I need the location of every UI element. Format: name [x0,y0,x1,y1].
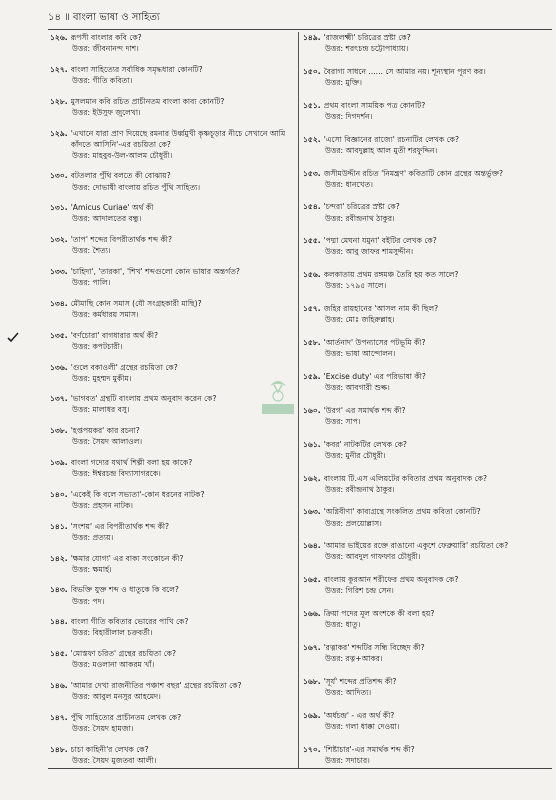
question-number: ১৬৭. [303,643,321,653]
question-line [50,330,294,341]
answer-text: উত্তর: ইউসুফ জুলেখা। [72,107,141,117]
question-number: ১৫৬. [303,270,321,280]
qa-item [50,521,294,543]
qa-item [303,168,551,190]
question-number: ১৬১. [303,439,321,449]
qa-item [50,266,294,288]
question-number: ১৬৪. [303,541,321,551]
answer-text: উত্তর: সদাচার। [325,755,370,765]
question-line [50,202,294,213]
question-text: 'Amicus Curiae' অর্থ কী [70,203,154,213]
question-number: ১৬২. [303,473,321,483]
qa-item [303,201,551,223]
qa-item [50,744,294,766]
question-line [303,100,551,111]
question-line [303,540,551,551]
question-line [303,608,551,619]
question-number: ১৪৬. [50,680,68,690]
qa-item [303,608,551,630]
question-number: ১২৯. [50,128,68,138]
question-text: 'রত্নাকর' শব্দটির সন্ধি বিচ্ছেদ কী? [323,643,425,653]
question-line [303,439,551,450]
question-number: ১৩৮. [50,426,68,436]
question-text: পুঁথি সাহিত্যের প্রাচীনতম লেখক কে? [70,712,182,722]
question-text: 'কবর' নাটকটির লেখক কে? [323,439,407,449]
question-text: চাচা কাহিনী'র লেখক কে? [70,744,149,754]
question-number: ১৫৩. [303,168,321,178]
answer-text: উত্তর: জীবনানন্দ দাশ। [72,44,139,54]
answer-text: উত্তর: মোঃ জহিরুল্লাহ। [325,315,395,325]
question-text: 'হপ্তপয়কর' কার রচনা? [70,426,140,436]
qa-item [50,128,294,161]
question-line [303,134,551,145]
answer-text: উত্তর: আবগারী শুল্ক। [325,383,390,392]
qa-item [303,506,551,528]
question-number: ১৪১. [50,521,68,531]
answer-text: উত্তর: মালাধর বসু। [72,405,130,415]
question-line [303,66,551,77]
question-text: 'রাজলক্ষ্মী' চরিত্রের স্রষ্টা কে? [323,33,411,42]
answer-text: উত্তর: আদিত্য। [325,688,372,698]
question-line [303,405,551,416]
question-text: বাংলা গদ্যের যথার্থ শিল্পী বলা হয় কাকে? [70,458,193,468]
question-line [303,201,551,212]
question-number: ১৩৭. [50,394,68,404]
question-number: ১৩২. [50,235,68,245]
question-text: মৌমাছি কোন সমাস (যৌ সংগ্রহকারী মাছি)? [70,298,202,308]
qa-item [303,676,551,698]
question-text: বটতলার পুঁথি বলতে কী বোঝায়? [70,171,171,181]
question-text: 'বর্ণচোরা' বাগধারার অর্থ কী? [70,330,159,340]
question-text: 'আমার ভাইয়ের রক্তে রাঙানো একুশে ফেব্রুয়ারি' রচয়িতা কে? [323,541,509,551]
question-text: 'এখানে যারা প্রাণ দিয়েছে রমনার উর্ধ্বমুখী কৃষ্ণচূড়ার নীচে সেখানে আমি কাঁদতে আসিনি'-এর রচয়িতা কে? [70,128,286,149]
question-text: জসীমউদ্দীন রচিত 'নিমন্ত্রণ' কবিতাটি কোন গ্রন্থের অন্তর্ভুক্ত? [323,168,504,178]
answer-text: উত্তর: শৈত্য। [72,246,111,256]
question-number: ১৪৩. [50,585,68,595]
question-text: বিভক্তি যুক্ত শব্দ ও ধাতুকে কি বলে? [70,585,179,595]
answer-text: উত্তর: গলা ধাক্কা দেওয়া। [325,721,400,731]
question-line [50,170,294,181]
question-text: 'ক্ষমার যোগ্য' এর বাক্য সংকোচন কী? [70,553,184,563]
answer-text: উত্তর: মুহম্মদ মুকীম। [72,373,132,383]
answer-text: উত্তর: শরৎচন্দ্র চট্টোপাধ্যায়। [325,44,409,54]
qa-item [303,540,551,562]
question-text: 'এসো বিজ্ঞানের রাজ্যে' রচনাটির লেখক কে? [323,134,459,144]
qa-item [50,553,294,575]
question-text: রূপসী বাংলার কবি কে? [70,33,142,42]
question-line [303,303,551,314]
question-text: জহির রায়হানের 'আসল নাম কী ছিল? [323,304,439,314]
answer-text: উত্তর: কর্মধারয় সমাস। [72,309,139,319]
question-number: ১৬০. [303,405,321,415]
qa-item [50,425,294,447]
qa-item [303,269,551,291]
question-line [50,298,294,309]
question-number: ১৪০. [50,489,68,499]
question-line [50,712,294,723]
answer-text: উত্তর: গীতি কবিতা। [72,75,133,85]
question-text: কলকাতায় প্রথম রঙ্গমঞ্চ তৈরি হয় কত সালে? [323,270,459,280]
question-line [50,32,294,43]
footer-rule [48,768,552,769]
question-number: ১২৭. [50,64,68,74]
answer-text: উত্তর: মুক্তি। [325,77,362,87]
question-text: 'অগ্নিবীণা' কাব্যগ্রন্থে সংকলিত প্রথম কবিতা কোনটি? [323,507,481,517]
question-number: ১৫৫. [303,236,321,246]
question-text: 'ভাগবত' গ্রন্থটি বাংলায় প্রথম অনুবাদ করেন কে? [70,394,217,404]
question-line [50,553,294,564]
answer-text: উত্তর: দোভাষী বাংলায় রচিত পুঁথি সাহিত্য। [72,182,201,192]
question-text: 'তাপ' শব্দের বিপরীতার্থক শব্দ কী? [70,235,173,245]
question-line [303,506,551,517]
question-text: প্রথম বাংলা সাময়িক পত্র কোনটি? [323,100,426,110]
qa-item [303,337,551,359]
page-header-title: ১৪ ॥ বাংলা ভাষা ও সাহিত্য [48,12,160,23]
question-line [50,96,294,107]
qa-item [303,235,551,257]
question-text: বাংলা সাহিত্যের সর্বাধিক সমৃদ্ধধারা কোনটি? [70,64,203,74]
qa-item [50,330,294,352]
question-number: ১৬৯. [303,710,321,720]
answer-text: উত্তর: প্রলয়োল্লাস। [325,518,382,528]
question-number: ১৩৪. [50,298,68,308]
qa-item [50,96,294,118]
question-text: 'অর্ধচন্দ্র' - এর অর্থ কী? [323,710,395,720]
qa-item [50,64,294,86]
question-line [50,64,294,75]
question-line [303,269,551,280]
question-number: ১৪২. [50,553,68,563]
question-number: ১৬৬. [303,609,321,619]
qa-item [50,202,294,224]
answer-text: উত্তর: আবু জাফর শামসুদ্দীন। [325,247,414,257]
qa-item [303,405,551,427]
question-line [50,584,294,595]
question-number: ১৩৩. [50,267,68,276]
question-text: 'চন্দরা' চরিত্রের স্রষ্টা কে? [323,202,400,212]
question-line [50,489,294,500]
page-header [48,8,518,28]
question-number: ১৩৫. [50,330,68,340]
qa-item [303,100,551,122]
qa-item [303,574,551,596]
question-line [50,744,294,755]
answer-text: উত্তর: সৈয়দ হামজা। [72,723,134,733]
answer-text: উত্তর: কপটচারী। [72,341,123,351]
question-text: 'শিষ্টাচার'-এর সমার্থক শব্দ কী? [323,744,415,754]
qa-item [303,439,551,461]
question-line [50,648,294,659]
question-line [303,235,551,246]
qa-item [50,648,294,670]
qa-item [303,66,551,88]
question-text: 'সংশয়' এর বিপরীতার্থক শব্দ কী? [70,521,170,531]
question-number: ১৫৮. [303,338,321,348]
answer-text: উত্তর: সৈয়দ আলাওল। [72,437,143,447]
question-line [50,680,294,691]
question-text: 'Excise duty' এর পরিভাষা কী? [323,371,426,381]
qa-item [303,744,551,766]
question-number: ১৩৯. [50,458,68,468]
question-line [303,371,551,382]
header-rule [48,29,552,30]
answer-text: উত্তর: আদালতের বন্ধু। [72,214,142,224]
answer-text: উত্তর: ভাষা আন্দোলন। [325,349,396,359]
qa-item [303,134,551,156]
question-line [303,710,551,721]
qa-item [50,489,294,511]
question-number: ১৫১. [303,100,321,110]
qa-item [303,32,551,54]
question-line [303,642,551,653]
answer-text: উত্তর: মওলানা আকরম খাঁ। [72,660,155,670]
qa-item [303,303,551,325]
question-number: ১২৮. [50,96,68,106]
question-number: ১৫৯. [303,371,321,381]
qa-item [303,371,551,393]
question-text: 'একেই কি বলে সভ্যতা'-কোন ধরনের নাটক? [70,489,205,499]
qa-item [303,642,551,664]
question-line [50,521,294,532]
qa-item [50,712,294,734]
qa-item [50,170,294,192]
question-line [50,616,294,627]
answer-text: উত্তর: গিরিশ চন্দ্র সেন। [325,586,394,596]
question-line [50,128,294,150]
answer-text: উত্তর: ধানখেত। [325,179,373,189]
answer-text: উত্তর: প্রহসন নাটক। [72,501,134,510]
left-column [50,32,294,766]
question-number: ১৭০. [303,744,321,754]
question-text: মুসলমান কবি রচিত প্রাচীনতম বাংলা কাব্য কোনটি? [70,96,225,106]
question-number: ১৩০. [50,171,68,181]
question-number: ১৫২. [303,134,321,144]
question-line [303,676,551,687]
question-line [50,425,294,436]
question-line [303,168,551,179]
question-text: বাংলায় কুরআন শরীফের প্রথম অনুবাদক কে? [323,575,459,585]
qa-item [303,473,551,495]
question-line [50,266,294,277]
answer-text: উত্তর: বিহারীলাল চক্রবর্তী। [72,628,153,638]
qa-item [50,32,294,54]
question-line [50,393,294,404]
answer-text: উত্তর: রবীন্দ্রনাথ ঠাকুর। [325,213,395,223]
question-text: 'গুলে বকাওলী' গ্রন্থের রচয়িতা কে? [70,362,178,372]
question-number: ১৬৮. [303,676,321,686]
answer-text: উত্তর: মুনীর চৌধুরী। [325,450,386,460]
question-line [303,32,551,43]
answer-text: উত্তর: পালি। [72,278,111,288]
right-column [303,32,551,766]
question-number: ১৪৭. [50,712,68,722]
answer-text: উত্তর: মাহবুব-উল-আলম চৌধুরী। [72,150,173,160]
answer-text: উত্তর: ১৭৯৫ সালে। [325,281,387,291]
question-line [303,574,551,585]
qa-item [50,298,294,320]
question-text: বাংলা গীতি কবিতার ভোরের পাখি কে? [70,617,189,627]
question-number: ১৬৫. [303,575,321,585]
question-text: 'মোস্তফা চরিত' গ্রন্থের রচয়িতা কে? [70,649,177,659]
question-text: 'আমার দেখা রাজনীতির পঞ্চাশ বছর' গ্রন্থের রচয়িতা কে? [70,680,242,690]
question-number: ১২৬. [50,33,68,42]
qa-item [50,584,294,606]
answer-text: উত্তর: সৈয়দ মুজতবা আলী। [72,755,157,765]
qa-item [50,616,294,638]
question-number: ১৪৯. [303,33,321,42]
question-number: ১৩১. [50,203,68,213]
question-line [303,744,551,755]
question-line [50,234,294,245]
answer-text: উত্তর: ধাতু। [325,620,361,630]
question-number: ১৪৫. [50,649,68,659]
qa-item [50,234,294,256]
qa-item [50,393,294,415]
question-text: 'আর্তনাদ' উপন্যাসের পটভূমি কী? [323,338,426,348]
answer-text: উত্তর: রত্ন+আকর। [325,654,383,664]
question-text: 'পদ্মা মেঘনা যমুনা' বইটির লেখক কে? [323,236,437,246]
answer-text: উত্তর: দিগদর্শন। [325,111,373,121]
qa-item [50,457,294,479]
question-number: ১৫০. [303,66,321,76]
qa-item [50,680,294,702]
question-number: ১৪৮. [50,744,68,754]
answer-text: উত্তর: ঈশ্বরচন্দ্র বিদ্যাসাগরকে। [72,469,161,479]
qa-item [50,362,294,384]
question-text: বৈরাগ্য সাধনে ...... সে আমার নয়। শূন্যস্থান পূরণ কর। [323,66,486,76]
question-text: ক্রিয়া পদের মূল অংশকে কী বলা হয়? [323,609,435,619]
question-text: 'উরগ' এর সমার্থক শব্দ কী? [323,405,406,415]
answer-text: উত্তর: রবীন্দ্রনাথ ঠাকুর। [325,484,395,494]
answer-text: উত্তর: আবুল মনসুর আহমেদ। [72,692,161,702]
answer-text: উত্তর: আবদুল গাফফার চৌধুরী। [325,552,421,562]
question-text: বাংলায় টি.এস এলিয়টের কবিতার প্রথম অনুবাদক কে? [323,473,488,483]
question-text: 'চাহিদা', 'তারকা', 'শিখ' শব্দগুলো কোন ভাষার অন্তর্গত? [70,267,240,276]
answer-text: উত্তর: ক্ষমার্হ। [72,564,112,574]
question-line [303,473,551,484]
question-number: ১৬৩. [303,507,321,517]
answer-text: উত্তর: সাপ। [325,416,361,426]
question-number: ১৫৭. [303,304,321,314]
question-number: ১৩৬. [50,362,68,372]
question-text: 'সূর্য' শব্দের প্রতিশব্দ কী? [323,676,397,686]
answer-text: উত্তর: আবদুল্লাহ আল মুতী শরফুদ্দিন। [325,145,438,155]
question-line [50,362,294,373]
pen-tick-mark-icon [6,330,20,344]
question-line [303,337,551,348]
answer-text: উত্তর: পদ। [72,596,105,606]
question-number: ১৪৪. [50,617,68,627]
question-number: ১৫৪. [303,202,321,212]
answer-text: উত্তর: প্রত্যয়। [72,532,114,542]
qa-item [303,710,551,732]
question-line [50,457,294,468]
